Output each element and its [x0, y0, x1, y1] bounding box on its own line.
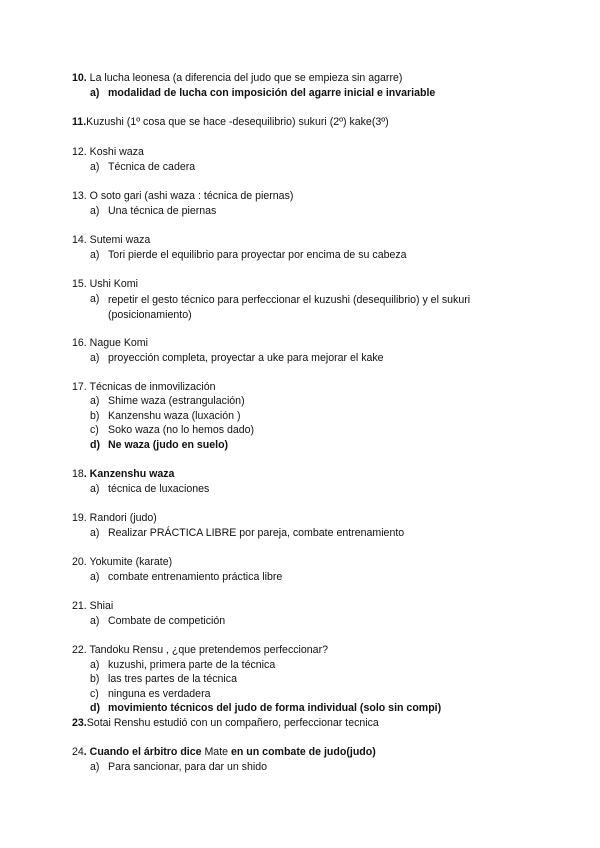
question-17-option-b — [90, 410, 241, 423]
option-marker: a) — [90, 249, 100, 261]
question-20: 20. Yokumite (karate) — [72, 556, 173, 568]
option-text: movimiento técnicos del judo de forma individual (solo sin compi) — [108, 702, 442, 714]
question-14: 14. Sutemi waza — [72, 234, 151, 246]
question-16-option-a — [90, 352, 384, 365]
question-20-option-a — [90, 571, 282, 584]
question-19-option-a — [90, 527, 404, 540]
question-number: 23. — [72, 717, 87, 729]
question-14-option-a — [90, 249, 407, 262]
option-marker: a) — [90, 205, 100, 217]
question-22: 22. Tandoku Rensu , ¿que pretendemos perfeccionar? — [72, 644, 328, 656]
question-17-option-d — [90, 439, 228, 452]
question-16: 16. Nague Komi — [72, 337, 148, 349]
question-22-option-a — [90, 659, 275, 672]
question-11 — [72, 116, 389, 129]
option-text: Shime waza (estrangulación) — [108, 395, 245, 407]
option-marker: a) — [90, 615, 100, 627]
question-text-plain: Mate — [201, 746, 231, 758]
option-text: repetir el gesto técnico para perfeccionar el kuzushi (desequilibrio) y el sukuri (posicionamiento) — [108, 294, 471, 321]
question-13: 13. O soto gari (ashi waza : técnica de piernas) — [72, 190, 294, 202]
question-number: 18 — [72, 468, 84, 480]
option-marker: c) — [90, 424, 99, 436]
question-19: 19. Randori (judo) — [72, 512, 157, 524]
option-marker: a) — [90, 352, 100, 364]
option-text: Ne waza (judo en suelo) — [108, 439, 229, 451]
question-10-option-a — [90, 87, 435, 100]
option-marker: d) — [90, 702, 100, 714]
option-marker: a) — [90, 571, 100, 583]
question-24 — [72, 746, 376, 759]
question-number: 10. — [72, 72, 87, 84]
option-text: modalidad de lucha con imposición del agarre inicial e invariable — [108, 87, 436, 99]
option-text: las tres partes de la técnica — [108, 673, 237, 685]
option-marker: a) — [90, 483, 100, 495]
option-text: proyección completa, proyectar a uke para mejorar el kake — [108, 352, 384, 364]
option-marker: b) — [90, 410, 100, 422]
option-marker: a) — [90, 659, 100, 671]
option-text: Técnica de cadera — [108, 161, 196, 173]
option-marker: a) — [90, 161, 100, 173]
option-text: combate entrenamiento práctica libre — [108, 571, 283, 583]
option-marker: a) — [90, 293, 100, 305]
option-marker: a) — [90, 527, 100, 539]
question-text-bold-2: en un combate de judo(judo) — [230, 746, 376, 758]
question-17-option-a — [90, 395, 245, 408]
option-marker: c) — [90, 688, 99, 700]
option-text: kuzushi, primera parte de la técnica — [108, 659, 276, 671]
question-21-option-a — [90, 615, 225, 628]
question-24-option-a — [90, 761, 267, 774]
question-text: Sotai Renshu estudió con un compañero, perfeccionar tecnica — [86, 717, 379, 729]
question-21: 21. Shiai — [72, 600, 114, 612]
option-marker: b) — [90, 673, 100, 685]
question-text: . Kanzenshu waza — [83, 468, 175, 480]
option-text: Para sancionar, para dar un shido — [108, 761, 268, 773]
question-12-option-a — [90, 161, 195, 174]
question-22-option-d — [90, 702, 441, 715]
option-text: Realizar PRÁCTICA LIBRE por pareja, combate entrenamiento — [108, 527, 405, 539]
question-text: Kuzushi (1º cosa que se hace -desequilibrio) sukuri (2º) kake(3º) — [86, 116, 389, 128]
option-marker: a) — [90, 87, 100, 99]
question-10 — [72, 72, 402, 85]
question-number: 11. — [72, 116, 87, 128]
option-text: técnica de luxaciones — [108, 483, 210, 495]
option-marker: a) — [90, 395, 100, 407]
question-15-option-a — [90, 293, 518, 323]
question-13-option-a — [90, 205, 216, 218]
question-12: 12. Koshi waza — [72, 146, 144, 158]
question-17-option-c — [90, 424, 254, 437]
option-text: Combate de competición — [108, 615, 226, 627]
question-18-option-a — [90, 483, 209, 496]
question-22-option-b — [90, 673, 237, 686]
question-23 — [72, 717, 379, 730]
question-text-bold-1: . Cuando el árbitro dice — [83, 746, 202, 758]
option-text: Una técnica de piernas — [108, 205, 217, 217]
option-text: ninguna es verdadera — [108, 688, 211, 700]
option-marker: a) — [90, 761, 100, 773]
question-15: 15. Ushi Komi — [72, 278, 138, 290]
question-17: 17. Técnicas de inmovilización — [72, 381, 216, 393]
option-text: Tori pierde el equilibrio para proyectar por encima de su cabeza — [108, 249, 407, 261]
option-marker: d) — [90, 439, 100, 451]
option-text: Soko waza (no lo hemos dado) — [108, 424, 255, 436]
question-number: 24 — [72, 746, 84, 758]
question-text: La lucha leonesa (a diferencia del judo que se empieza sin agarre) — [86, 72, 403, 84]
option-text: Kanzenshu waza (luxación ) — [108, 410, 241, 422]
question-18 — [72, 468, 174, 481]
question-22-option-c — [90, 688, 210, 701]
